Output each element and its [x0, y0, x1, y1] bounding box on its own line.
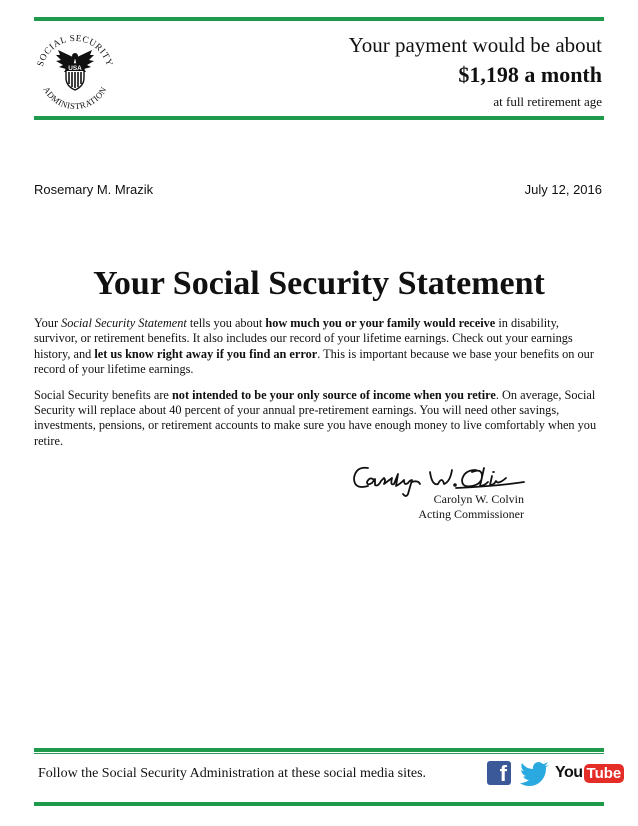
- header-bottom-rule: [34, 116, 604, 120]
- youtube-you: You: [555, 764, 583, 781]
- signer-name: Carolyn W. Colvin: [433, 492, 524, 506]
- payment-summary: [202, 32, 602, 110]
- recipient-row: [34, 182, 602, 197]
- social-media-prompt: Follow the Social Security Administration at these social media sites.: [38, 766, 427, 781]
- ssa-logo: [34, 28, 116, 110]
- footer-bottom-rule: [34, 802, 604, 806]
- statement-body: [34, 316, 604, 459]
- twitter-icon[interactable]: [520, 761, 550, 787]
- header-top-rule: [34, 17, 604, 21]
- svg-text:USA: USA: [68, 65, 82, 72]
- signer-title: Acting Commissioner: [418, 507, 524, 521]
- youtube-tube: Tube: [584, 764, 625, 783]
- youtube-icon[interactable]: [555, 761, 622, 785]
- svg-text:ADMINISTRATION: ADMINISTRATION: [41, 84, 109, 110]
- footer-rule: [34, 748, 604, 752]
- facebook-icon[interactable]: [487, 761, 511, 785]
- payment-note: at full retirement age: [493, 94, 602, 109]
- recipient-name: Rosemary M. Mrazik: [34, 182, 154, 197]
- facebook-letter: f: [499, 761, 507, 786]
- svg-text:SOCIAL SECURITY: SOCIAL SECURITY: [35, 32, 116, 68]
- intro-paragraph: Your Social Security Statement tells you about how much you or your family would receive in disability, survivor, or retirement benefits. It also includes our record of your lifetime earnings. Check out your earnings history, and let us know right away if you find an error. This is important because we base your benefits on our record of your lifetime earnings.: [34, 316, 594, 377]
- footer-thin-rule: [34, 753, 604, 754]
- payment-intro: Your payment would be about: [348, 33, 602, 57]
- income-paragraph: Social Security benefits are not intended to be your only source of income when you retire. On average, Social Security will replace about 40 percent of your annual pre-retirement earnings. You will need other savings, investments, pensions, or retirement accounts to make sure you have enough money to live comfortably when you retire.: [34, 387, 597, 448]
- signer-block: [418, 492, 524, 522]
- statement-date: July 12, 2016: [524, 182, 602, 197]
- page-title: Your Social Security Statement: [93, 265, 545, 302]
- payment-amount: $1,198 a month: [458, 62, 602, 87]
